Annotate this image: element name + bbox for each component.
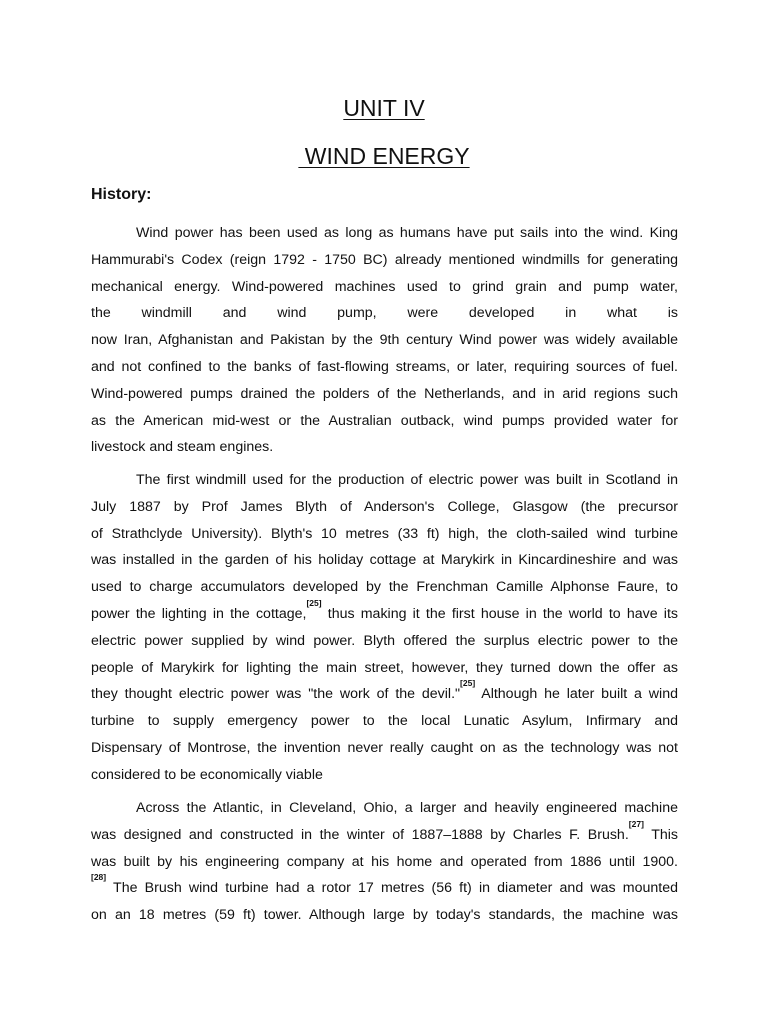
text-segment: thus making it the first house in the world to have its <box>321 605 678 622</box>
citation-link[interactable]: [28] <box>91 872 107 883</box>
text-line: mechanical energy. Wind-powered machines used to grind grain and pump water, <box>91 278 678 295</box>
text-line: Wind-powered pumps drained the polders of the Netherlands, and in arid regions such <box>91 385 678 402</box>
text-segment: This <box>643 826 678 843</box>
text-line: The first windmill used for the production of electric power was built in Scotland in <box>136 472 678 488</box>
text-line: on an 18 metres (59 ft) tower. Although large by today's standards, the machine was <box>91 907 678 924</box>
text-segment: was designed and constructed in the winter of 1887–1888 by Charles F. Brush. <box>91 826 629 843</box>
citation-link[interactable]: [27] <box>628 818 644 829</box>
citation-link[interactable]: [25] <box>306 597 322 608</box>
citation-link[interactable]: [25] <box>460 678 476 689</box>
unit-title: UNIT IV <box>343 95 425 121</box>
text-line: was installed in the garden of his holiday cottage at Marykirk in Kincardineshire and was <box>91 552 678 569</box>
text-line: and not confined to the banks of fast-flowing streams, or later, requiring sources of fuel. <box>91 358 678 375</box>
paragraph-history-1 <box>91 220 678 461</box>
text-line: Across the Atlantic, in Cleveland, Ohio, a larger and heavily engineered machine <box>136 800 678 816</box>
text-line: Dispensary of Montrose, the invention never really caught on as the technology was not <box>91 739 678 756</box>
paragraph-history-3 <box>91 795 678 929</box>
text-line: used to charge accumulators developed by the Frenchman Camille Alphonse Faure, to <box>91 579 678 596</box>
text-line: July 1887 by Prof James Blyth of Anderson's College, Glasgow (the precursor <box>91 498 678 515</box>
section-heading: History: <box>91 186 152 203</box>
text-line-with-citation <box>91 597 678 628</box>
text-line: now Iran, Afghanistan and Pakistan by the 9th century Wind power was widely available <box>91 332 678 349</box>
text-line: Hammurabi's Codex (reign 1792 - 1750 BC) already mentioned windmills for generating <box>91 251 678 268</box>
text-line-with-citation <box>91 818 678 849</box>
text-line: the windmill and wind pump, were developed in what is <box>91 305 678 322</box>
text-line: people of Marykirk for lighting the main street, however, they turned down the offer as <box>91 659 678 676</box>
text-line-with-citation <box>91 678 678 708</box>
text-line: livestock and steam engines. <box>91 439 274 456</box>
text-line: as the American mid-west or the Australian outback, wind pumps provided water for <box>91 412 678 429</box>
paragraph-history-2 <box>91 467 678 789</box>
text-line: Wind power has been used as long as humans have put sails into the wind. King <box>136 225 678 241</box>
text-line: of Strathclyde University). Blyth's 10 metres (33 ft) high, the cloth-sailed wind turbine <box>91 525 678 542</box>
text-line: electric power supplied by wind power. Blyth offered the surplus electric power to the <box>91 632 678 649</box>
text-line: turbine to supply emergency power to the local Lunatic Asylum, Infirmary and <box>91 713 678 730</box>
text-segment: The Brush wind turbine had a rotor 17 metres (56 ft) in diameter and was mounted <box>106 880 678 897</box>
topic-title: WIND ENERGY <box>298 143 470 169</box>
text-segment: power the lighting in the cottage, <box>91 605 307 622</box>
text-segment: they thought electric power was "the work of the devil." <box>91 686 461 703</box>
text-line-with-citation <box>91 872 678 902</box>
text-segment: Although he later built a wind <box>475 686 678 703</box>
text-line: was built by his engineering company at his home and operated from 1886 until 1900. <box>91 853 678 870</box>
text-line: considered to be economically viable <box>91 766 323 783</box>
